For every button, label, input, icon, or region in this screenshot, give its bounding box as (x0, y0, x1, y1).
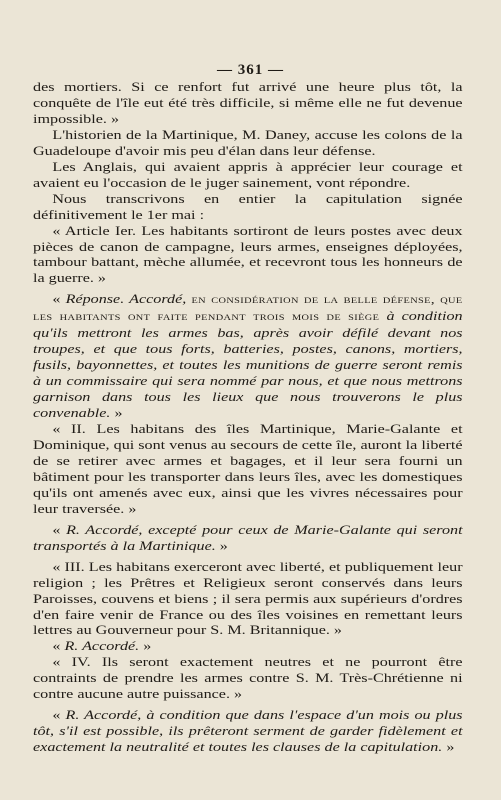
small-caps-text: en considération de la belle défense, que les habitants ont faite pendant trois mois de siège (33, 294, 463, 324)
paragraph (33, 224, 463, 288)
text-run: Les Anglais, qui avaient appris à apprécier leur courage et avaient eu l'occasion de le juger sainement, vont répondre. (33, 159, 463, 190)
text-run: » (110, 406, 123, 421)
paragraph (33, 128, 463, 160)
text-run: Nous transcrivons en entier la capitulation signée définitivement le 1er mai : (33, 191, 463, 222)
text-run: « (52, 708, 66, 723)
text-run: « Article Ier. Les habitants sortiront de leurs postes avec deux pièces de canon de campagne, leurs armes, enseignes déployées, tambour battant, mèche allumée, et recevront tous les honneurs de la guerre. » (33, 223, 463, 286)
text-run: des mortiers. Si ce renfort fut arrivé une heure plus tôt, la conquête de l'île eut été très difficile, si même elle ne fut devenue impossible. » (33, 80, 463, 126)
paragraph (33, 523, 463, 555)
text-run: « (52, 522, 67, 537)
paragraph (33, 655, 463, 703)
italic-text: à condition qu'ils mettront les armes bas, après avoir défilé devant nos troupes, et que tous forts, batteries, postes, canons, mortiers, fusils, bayonnettes, et toutes les munitions de guerre seront remis à un commissaire qui sera nommé par nous, et que nous mettrons garnison dans tous les lieux que nous trouverons le plus convenable. (33, 309, 463, 421)
paragraph (33, 560, 463, 640)
body-text (33, 80, 463, 756)
paragraph (33, 639, 463, 655)
text-run: « IV. Ils seront exactement neutres et ne pourront être contraints de prendre les armes contre S. M. Très-Chrétienne ni contre aucune autre puissance. » (33, 655, 463, 702)
text-run: » (139, 639, 152, 654)
paragraph (33, 708, 463, 756)
text-run: « (52, 639, 65, 654)
text-run: » (442, 740, 455, 755)
italic-text: Réponse. Accordé, (65, 292, 192, 307)
italic-text: R. Accordé, à condition que dans l'espace d'un mois ou plus tôt, s'il est possible, ils prêteront serment de garder fidèlement et exactement la neutralité et toutes les clauses de la capitulation. (33, 708, 463, 755)
italic-text: R. Accordé, excepté pour ceux de Marie-Galante qui seront transportés à la Martinique. (33, 522, 463, 553)
paragraph (33, 192, 463, 224)
text-run: « III. Les habitans exerceront avec liberté, et publiquement leur religion ; les Prêtres et Religieux seront conservés dans leurs Paroisses, couvens et biens ; il sera permis aux supérieurs d'ordres d'en faire venir de France ou des îles voisines en remettant leurs lettres au Gouverneur pour S. M. Britannique. » (33, 559, 463, 638)
paragraph (33, 422, 463, 518)
paragraph (33, 160, 463, 192)
italic-text: R. Accordé. (64, 639, 140, 654)
page-number: — 361 — (217, 62, 284, 78)
paragraph (33, 292, 463, 422)
text-run: « (52, 292, 66, 307)
text-run: « II. Les habitans des îles Martinique, Marie-Galante et Dominique, qui sont venus au secours de cette île, auront la liberté de se retirer avec armes et bagages, et il leur sera fourni un bâtiment pour les transporter dans leurs îles, avec les domestiques qu'ils ont amenés avec eux, ainsi que les vivres nécessaires pour leur traversée. » (33, 422, 463, 516)
text-run: » (215, 538, 228, 553)
text-run: L'historien de la Martinique, M. Daney, accuse les colons de la Guadeloupe d'avoir mis peu d'élan dans leur défense. (33, 127, 463, 158)
paragraph (33, 80, 463, 128)
